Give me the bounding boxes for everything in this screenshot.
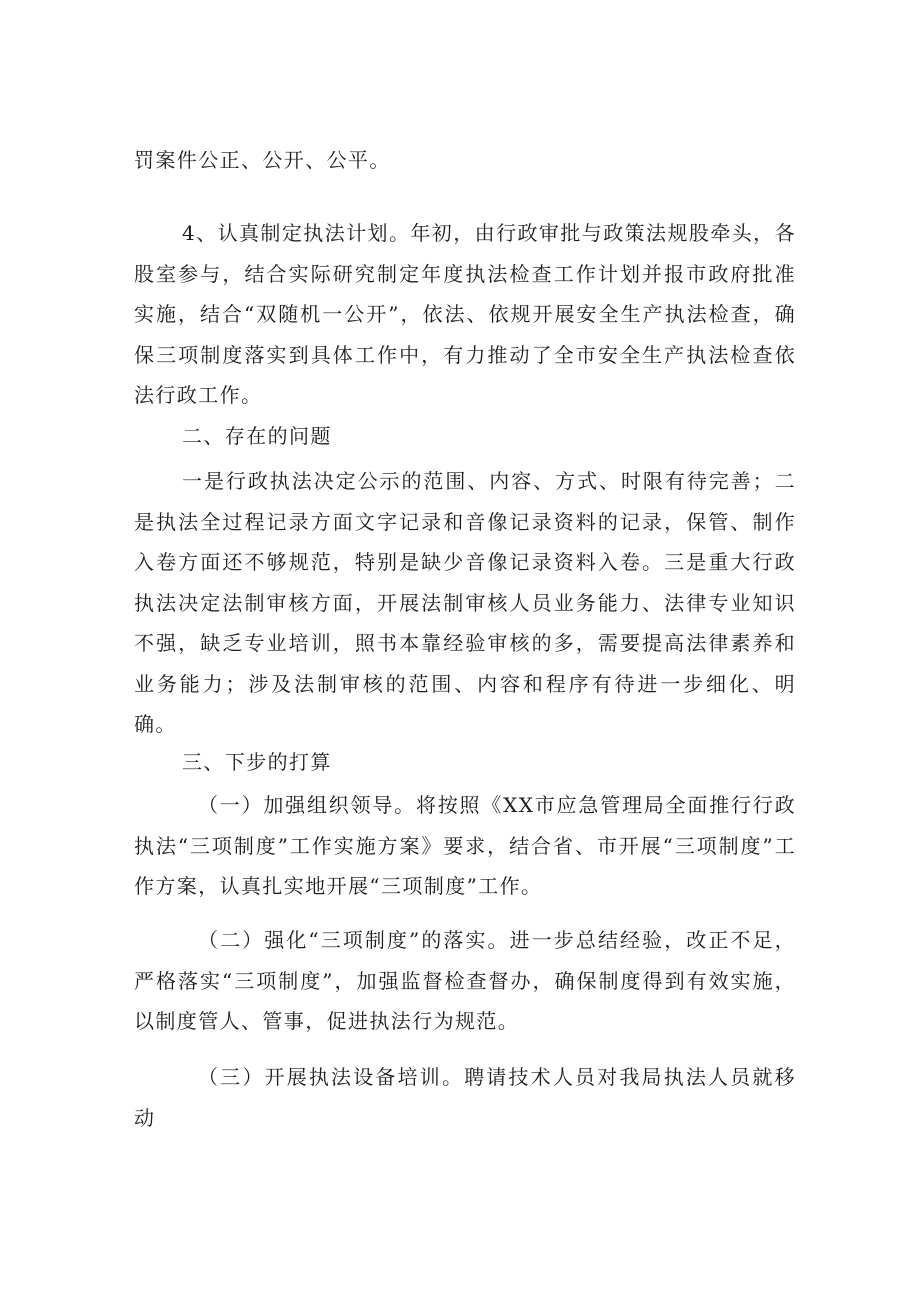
paragraph-step-three: （三）开展执法设备培训。聘请技术人员对我局执法人员就移动: [134, 1065, 796, 1130]
paragraph-enforcement-plan: 4、认真制定执法计划。年初，由行政审批与政策法规股牵头，各股室参与，结合实际研究制定年度执法检查工作计划并报市政府批准实施，结合“双随机一公开”，依法、依规开展安全生产执法检查，确保三项制度落实到具体工作中，有力推动了全市安全生产执法检查依法行政工作。: [134, 221, 796, 407]
paragraph-step-one: （一）加强组织领导。将按照《XX市应急管理局全面推行行政执法“三项制度”工作实施方案》要求，结合省、市开展“三项制度”工作方案，认真扎实地开展“三项制度”工作。: [134, 793, 796, 898]
paragraph-step-two: （二）强化“三项制度”的落实。进一步总结经验，改正不足，严格落实“三项制度”，加强监督检查督办，确保制度得到有效实施，以制度管人、管事，促进执法行为规范。: [134, 928, 796, 1033]
paragraph-continuation: 罚案件公正、公开、公平。: [134, 148, 391, 172]
section-heading-next-steps: 三、下步的打算: [182, 750, 332, 774]
paragraph-problems: 一是行政执法决定公示的范围、内容、方式、时限有待完善；二是执法全过程记录方面文字记录和音像记录资料的记录，保管、制作入卷方面还不够规范，特别是缺少音像记录资料入卷。三是重大行政执法决定法制审核方面，开展法制审核人员业务能力、法律专业知识不强，缺乏专业培训，照书本靠经验审核的多，需要提高法律素养和业务能力；涉及法制审核的范围、内容和程序有待进一步细化、明确。: [134, 469, 796, 736]
section-heading-problems: 二、存在的问题: [182, 424, 332, 448]
